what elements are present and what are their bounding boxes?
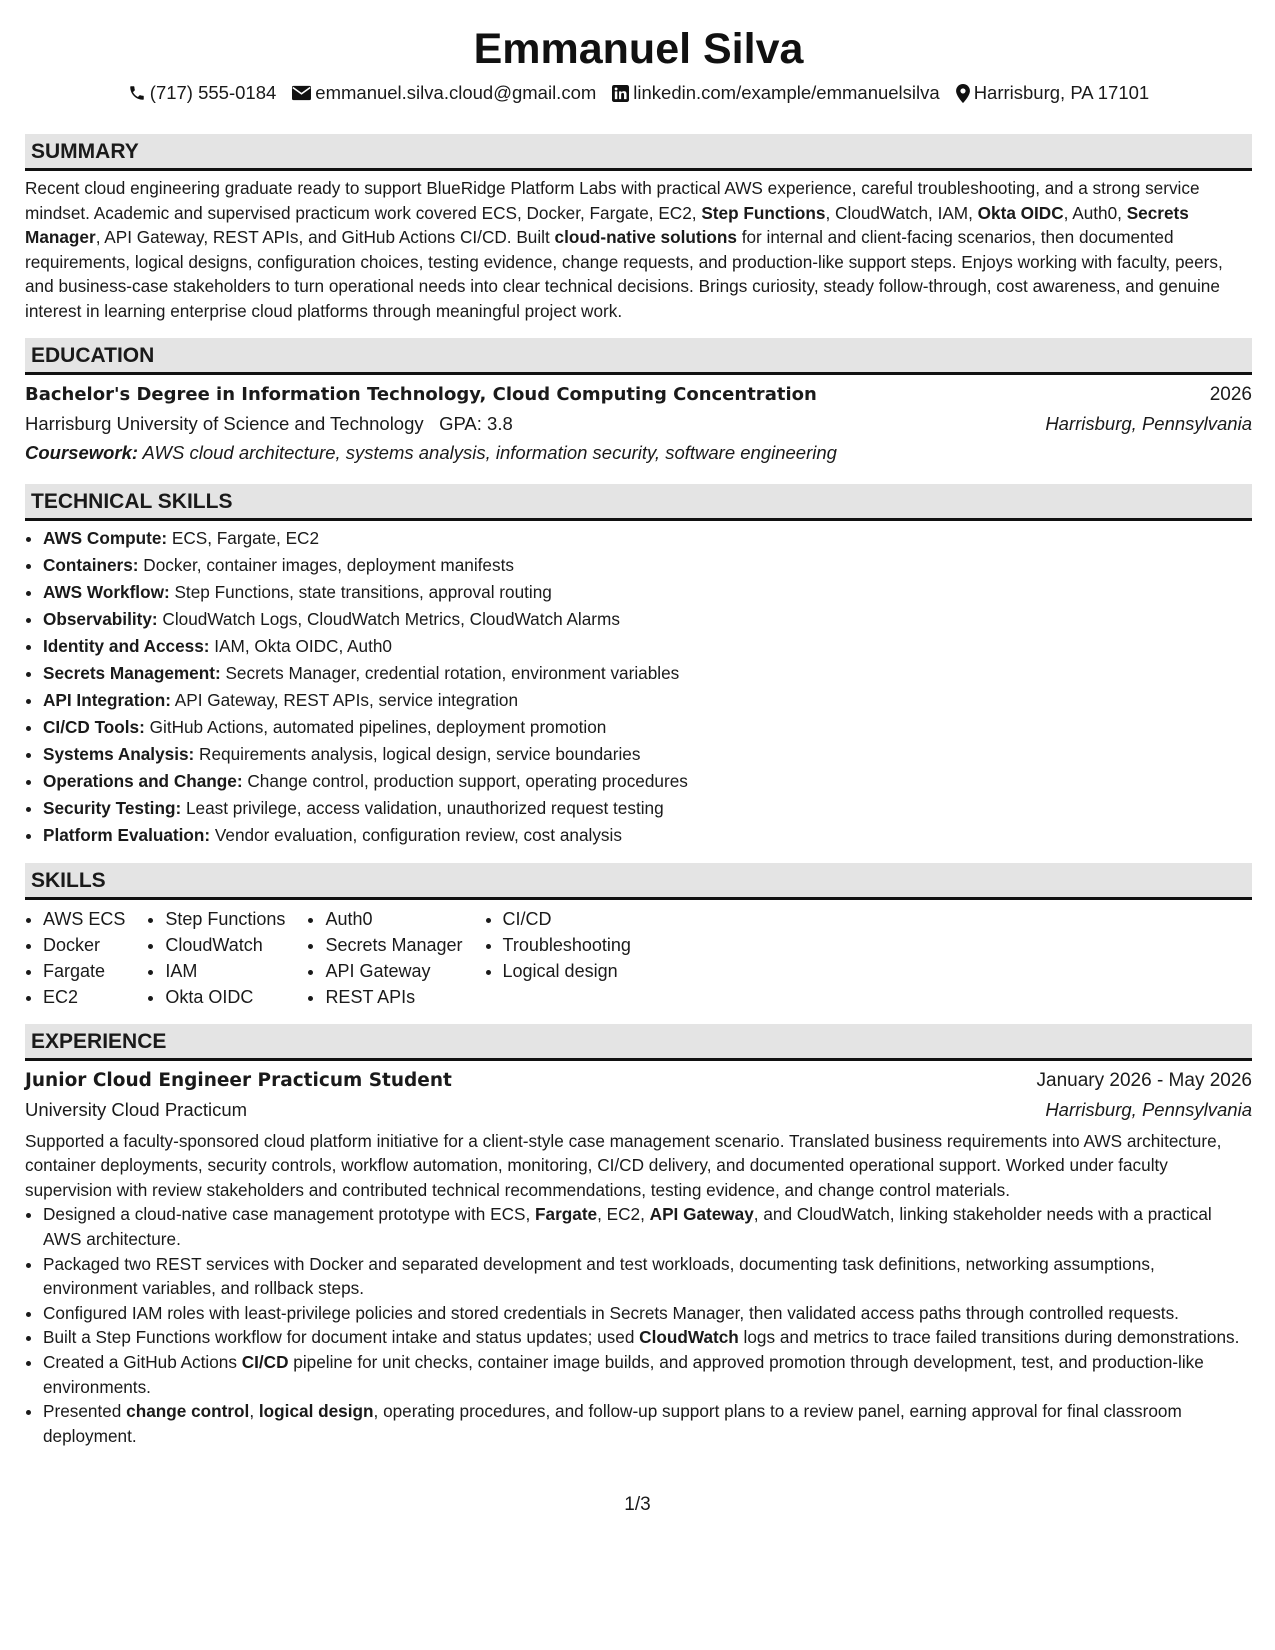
technical-skill-item (43, 768, 1252, 795)
skill-item: • AWS ECS (43, 906, 125, 932)
skill-category-value: ECS, Fargate, EC2 (171, 527, 320, 548)
skill-category-label: Operations and Change: (43, 770, 243, 791)
skill-item: • REST APIs (325, 984, 462, 1010)
school-name: Harrisburg University of Science and Technology (25, 412, 424, 434)
phone-icon (128, 84, 146, 102)
map-pin-icon (956, 84, 970, 103)
skills-column (307, 906, 462, 1010)
section-heading-education: EDUCATION (25, 338, 1252, 375)
bold-text: API Gateway (649, 1204, 754, 1225)
coursework-line (25, 438, 1252, 468)
bold-text: CloudWatch (639, 1327, 739, 1348)
job-organization: University Cloud Practicum (25, 1098, 248, 1120)
coursework-list: AWS cloud architecture, systems analysis, information security, software engineering (142, 441, 837, 463)
text-segment: for internal and client-facing scenarios, then documented requirements, logical designs, configuration choices, testing evidence, change requests, and production-like support steps. Enjoys working with faculty, peers, and business-case stakeholders to turn operational needs into clear technical decisions. Brings curiosity, steady follow-through, cost awareness, and genuine interest in learning enterprise cloud platforms through meaningful project work. (25, 227, 1223, 321)
skill-category-value: Vendor evaluation, configuration review, cost analysis (214, 824, 622, 845)
skill-category-label: Systems Analysis: (43, 743, 195, 764)
skill-category-value: Docker, container images, deployment manifests (143, 554, 514, 575)
skill-item: • Secrets Manager (325, 932, 462, 958)
skill-category-value: GitHub Actions, automated pipelines, deployment promotion (149, 716, 607, 737)
text-segment: Designed a cloud-native case management prototype with ECS, (43, 1204, 536, 1225)
technical-skill-item (43, 795, 1252, 822)
email-link[interactable]: emmanuel.silva.cloud@gmail.com (315, 82, 597, 103)
contact-bar (25, 80, 1252, 106)
experience-bullet (43, 1252, 1252, 1301)
experience-bullet (43, 1301, 1252, 1326)
contact-email[interactable] (292, 80, 596, 106)
technical-skill-item (43, 606, 1252, 633)
experience-bullet (43, 1399, 1252, 1448)
skill-item: • Step Functions (165, 906, 285, 932)
skills-grid (25, 906, 1252, 1010)
skill-item: • EC2 (43, 984, 125, 1010)
skill-item: • CI/CD (503, 906, 631, 932)
resume-page (25, 0, 1252, 1448)
education-entry (25, 381, 1252, 468)
bold-text: Fargate (535, 1204, 598, 1225)
job-title: Junior Cloud Engineer Practicum Student (25, 1069, 452, 1091)
text-segment: Presented (43, 1401, 127, 1422)
skill-category-label: Containers: (43, 554, 139, 575)
location-text: Harrisburg, PA 17101 (973, 82, 1150, 103)
section-heading-summary: SUMMARY (25, 134, 1252, 171)
bold-text: cloud-native solutions (554, 227, 737, 248)
text-segment: Built a Step Functions workflow for document intake and status updates; used (43, 1327, 640, 1348)
gpa: GPA: 3.8 (439, 412, 513, 434)
technical-skill-item (43, 579, 1252, 606)
envelope-icon (292, 85, 311, 101)
phone-text: (717) 555-0184 (149, 82, 277, 103)
skill-item: • CloudWatch (165, 932, 285, 958)
skill-category-label: CI/CD Tools: (43, 716, 145, 737)
experience-bullet (43, 1350, 1252, 1399)
text-segment: Packaged two REST services with Docker and separated development and test workloads, documenting task definitions, networking assumptions, environment variables, and rollback steps. (43, 1253, 1155, 1299)
linkedin-link[interactable]: linkedin.com/example/emmanuelsilva (633, 82, 940, 103)
text-segment: , Auth0, (1063, 202, 1127, 223)
text-segment: Recent cloud engineering graduate ready to support BlueRidge Platform Labs with practical AWS experience, careful troubleshooting, and a strong service mindset. Academic and supervised practicum work covered ECS, Docker, Fargate, EC2, (25, 178, 1200, 223)
job-location: Harrisburg, Pennsylvania (1045, 1098, 1252, 1120)
skill-category-label: Platform Evaluation: (43, 824, 211, 845)
contact-linkedin[interactable] (612, 80, 939, 106)
school-line (25, 409, 513, 438)
job-dates: January 2026 - May 2026 (1036, 1069, 1252, 1091)
skill-category-label: Identity and Access: (43, 635, 210, 656)
skill-category-value: Requirements analysis, logical design, service boundaries (199, 743, 641, 764)
contact-location (956, 80, 1150, 106)
text-segment: pipeline for unit checks, container image builds, and approved promotion through development, test, and production-like environments. (43, 1351, 1204, 1397)
skill-category-label: API Integration: (43, 689, 171, 710)
experience-bullet (43, 1202, 1252, 1251)
skill-category-value: Secrets Manager, credential rotation, environment variables (225, 662, 680, 683)
bold-text: logical design (258, 1401, 374, 1422)
text-segment: , and CloudWatch, linking stakeholder needs with a practical AWS architecture. (43, 1204, 1212, 1249)
skill-item: • Auth0 (325, 906, 462, 932)
skills-column (25, 906, 125, 1010)
school-location: Harrisburg, Pennsylvania (1045, 412, 1252, 434)
skill-category-value: IAM, Okta OIDC, Auth0 (214, 635, 392, 656)
linkedin-icon (612, 85, 629, 102)
coursework-label: Coursework: (25, 441, 139, 463)
skill-item: • API Gateway (325, 958, 462, 984)
bold-text: Secrets Manager (25, 202, 1189, 248)
skill-category-label: Observability: (43, 608, 158, 629)
page-number: 1/3 (624, 1494, 651, 1515)
skill-category-label: AWS Workflow: (43, 581, 170, 602)
skill-item: • IAM (165, 958, 285, 984)
bold-text: change control (126, 1401, 250, 1422)
skill-item: • Fargate (43, 958, 125, 984)
section-heading-experience: EXPERIENCE (25, 1024, 1252, 1061)
skill-category-value: Least privilege, access validation, unauthorized request testing (185, 797, 664, 818)
skill-category-value: CloudWatch Logs, CloudWatch Metrics, CloudWatch Alarms (162, 608, 620, 629)
job-description: Supported a faculty-sponsored cloud platform initiative for a client-style case management scenario. Translated business requirements into AWS architecture, container deployments, security controls, workflow automation, monitoring, CI/CD delivery, and documented operational support. Worked under faculty supervision with review stakeholders and contributed technical recommendations, testing evidence, and change control materials. (25, 1130, 1222, 1200)
skill-item: • Logical design (503, 958, 631, 984)
technical-skill-item (43, 741, 1252, 768)
technical-skill-item (43, 660, 1252, 687)
skill-category-label: Secrets Management: (43, 662, 221, 683)
technical-skill-item (43, 687, 1252, 714)
experience-bullets (25, 1202, 1252, 1448)
technical-skill-item (43, 552, 1252, 579)
degree-title: Bachelor's Degree in Information Technology, Cloud Computing Concentration (25, 383, 817, 405)
text-segment: Created a GitHub Actions (43, 1351, 242, 1372)
contact-phone (128, 80, 277, 106)
technical-skill-item (43, 714, 1252, 741)
skill-category-value: API Gateway, REST APIs, service integration (174, 689, 519, 710)
skill-item: • Okta OIDC (165, 984, 285, 1010)
skill-item: • Docker (43, 932, 125, 958)
skill-category-value: Step Functions, state transitions, approval routing (174, 581, 552, 602)
text-segment: logs and metrics to trace failed transitions during demonstrations. (738, 1327, 1240, 1348)
text-segment: , (249, 1401, 259, 1422)
bold-text: Step Functions (701, 202, 826, 223)
technical-skill-item (43, 822, 1252, 849)
experience-entry (25, 1067, 1252, 1449)
text-segment: , CloudWatch, IAM, (825, 202, 978, 223)
skill-item: • Troubleshooting (503, 932, 631, 958)
text-segment: , API Gateway, REST APIs, and GitHub Actions CI/CD. Built (95, 227, 555, 248)
text-segment: , operating procedures, and follow-up support plans to a review panel, earning approval for final classroom deployment. (43, 1401, 1182, 1446)
technical-skill-item (43, 633, 1252, 660)
bold-text: Okta OIDC (977, 202, 1064, 223)
experience-bullet (43, 1325, 1252, 1350)
graduation-year: 2026 (1209, 383, 1252, 405)
candidate-name: Emmanuel Silva (473, 25, 804, 73)
bold-text: CI/CD (241, 1351, 289, 1372)
technical-skill-item (43, 525, 1252, 552)
text-segment: Configured IAM roles with least-privilege policies and stored credentials in Secrets Manager, then validated access paths through controlled requests. (43, 1302, 1179, 1323)
section-heading-skills: SKILLS (25, 863, 1252, 900)
summary-paragraph (25, 176, 1252, 324)
text-segment: , EC2, (597, 1204, 650, 1225)
skill-category-label: AWS Compute: (43, 527, 168, 548)
skills-column (147, 906, 285, 1010)
skill-category-label: Security Testing: (43, 797, 182, 818)
technical-skills-list (25, 525, 1252, 849)
section-heading-technical-skills: TECHNICAL SKILLS (25, 484, 1252, 521)
skills-column (485, 906, 631, 1010)
skill-category-value: Change control, production support, operating procedures (247, 770, 688, 791)
